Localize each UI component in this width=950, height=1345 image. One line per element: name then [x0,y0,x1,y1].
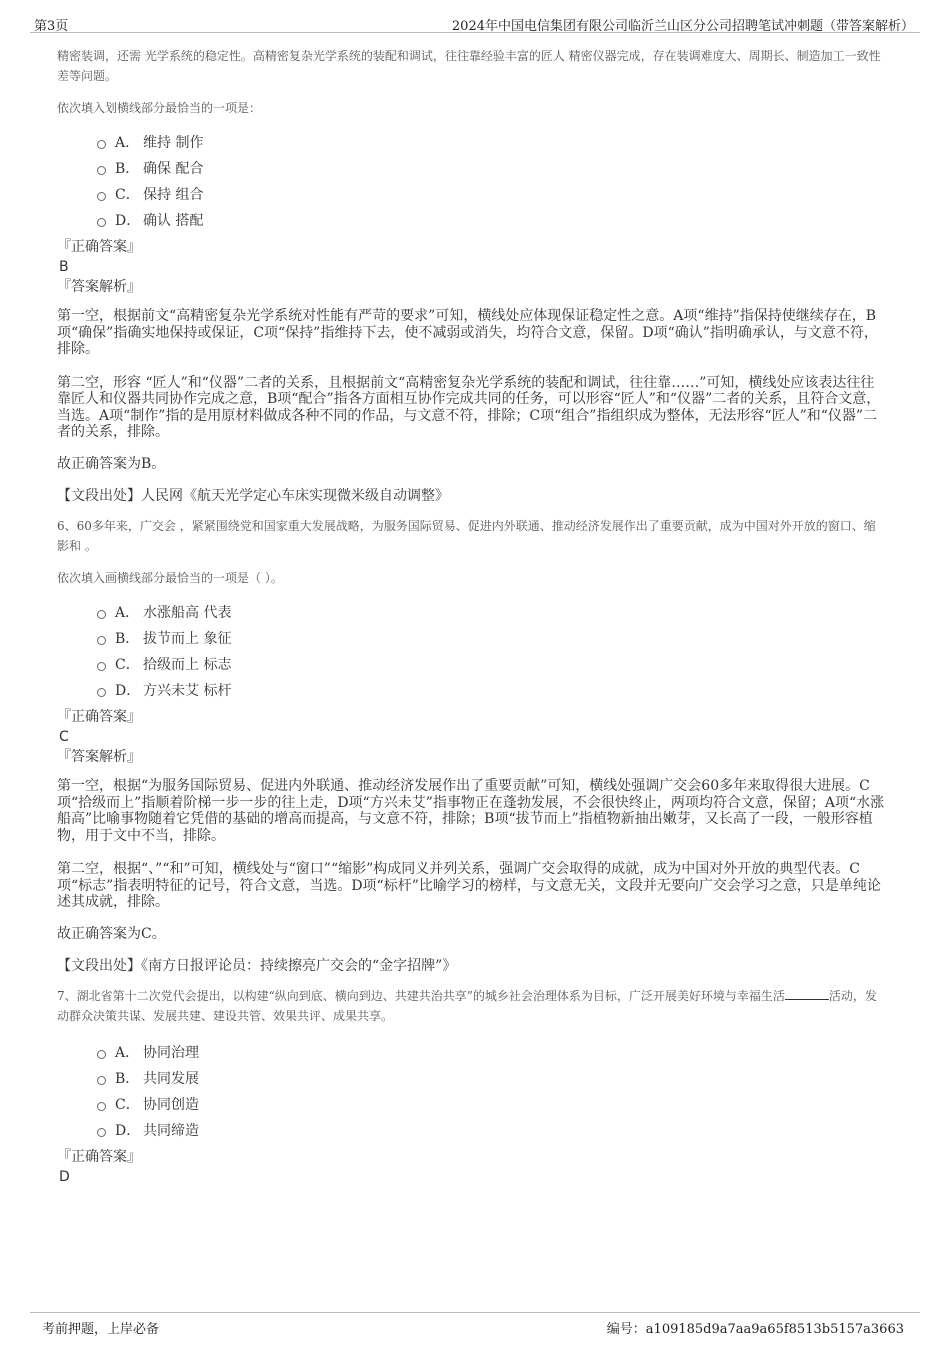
radio-icon[interactable] [97,166,106,175]
q6-source: 【文段出处】《南方日报评论员：持续擦亮广交会的“金字招牌”》 [57,958,457,974]
q6-option-a[interactable]: A． 水涨船高 代表 [97,599,887,625]
q7-option-a[interactable]: A． 协同治理 [97,1039,887,1065]
footer-slogan: 考前押题，上岸必备 [42,1322,160,1337]
q5-option-a[interactable]: A． 维持 制作 [97,129,887,155]
q5-option-b[interactable]: B． 确保 配合 [97,155,887,181]
q5-conclusion: 故正确答案为B。 [57,455,166,472]
page-footer [30,1312,920,1339]
fill-blank[interactable] [785,987,829,1000]
q7-option-c[interactable]: C． 协同创造 [97,1091,887,1117]
q7-option-d[interactable]: D． 共同缔造 [97,1117,887,1143]
radio-icon[interactable] [97,1076,106,1085]
radio-icon[interactable] [97,218,106,227]
q6-option-d[interactable]: D． 方兴未艾 标杆 [97,677,887,703]
radio-icon[interactable] [97,1102,106,1111]
q5-answer: B [59,259,69,275]
q6-answer-label: 『正确答案』 [57,709,141,725]
q5-source: 【文段出处】人民网《航天光学定心车床实现微米级自动调整》 [57,488,449,504]
q6-option-b[interactable]: B． 拔节而上 象征 [97,625,887,651]
q5-analysis-para2: 第二空，形容 “匠人”和“仪器”二者的关系，且根据前文“高精密复杂光学系统的装配和调试，往往靠……”可知，横线处应该表达往往靠匠人和仪器共同协作完成之意，B项“配合”指各方面相互协作完成共同的任务，可以形容“匠人”和“仪器”二者的关系，且符合文意， 当选。A项“制作”指的是用原材料做成各种不同的作品，与文意不符，排除；C项“组合”指组织成为整体，无法形容“匠人”和“仪器”二者的关系，排除。 [57,374,881,440]
q7-answer-label: 『正确答案』 [57,1149,141,1165]
page-content [57,46,887,1187]
radio-icon[interactable] [97,662,106,671]
q6-analysis-para2: 第二空，根据“、”“和”可知，横线处与“窗口”“缩影”构成同义并列关系，强调广交会取得的成就，成为中国对外开放的典型代表。C项“标志”指表明特征的记号，符合文意，当选。D项“标杆”比喻学习的榜样，与文意无关，文段并无要向广交会学习之意，只是单纯论述其成就，排除。 [57,861,881,910]
q6-hint: 依次填入画横线部分最恰当的一项是（ ）。 [57,571,283,585]
q5-answer-label: 『正确答案』 [57,239,141,255]
q6-options [57,599,887,703]
radio-icon[interactable] [97,192,106,201]
q5-option-c[interactable]: C． 保持 组合 [97,181,887,207]
q6-stem: 6、60多年来，广交会 ，紧紧围绕党和国家重大发展战略，为服务国际贸易、促进内外联通、推动经济发展作出了重要贡献，成为中国对外开放的窗口、缩影和 。 [57,519,876,553]
q7-option-b[interactable]: B． 共同发展 [97,1065,887,1091]
q5-option-d[interactable]: D． 确认 搭配 [97,207,887,233]
radio-icon[interactable] [97,610,106,619]
page-number: 第3页 [34,19,69,34]
q5-options [57,129,887,233]
radio-icon[interactable] [97,140,106,149]
q6-option-c[interactable]: C． 拾级而上 标志 [97,651,887,677]
q7-stem: 7、湖北省第十二次党代会提出，以构建“纵向到底、横向到边、共建共治共享”的城乡社会治理体系为目标，广泛开展美好环境与幸福生活 活动，发动群众决策共谋、发展共建、建设共管、效果共评、成果共享。 [57,989,877,1023]
q5-analysis-label: 『答案解析』 [57,279,141,295]
q7-options [57,1039,887,1143]
q6-analysis-label: 『答案解析』 [57,749,141,765]
document-id: 编号：a109185d9a7aa9a65f8513b5157a3663 [606,1322,904,1337]
q5-stem-tail: 精密装调，还需 光学系统的稳定性。高精密复杂光学系统的装配和调试，往往靠经验丰富的匠人 精密仪器完成，存在装调难度大、周期长、制造加工一致性差等问题。 [57,49,881,83]
q6-conclusion: 故正确答案为C。 [57,925,166,942]
q6-answer: C [59,729,69,745]
radio-icon[interactable] [97,1050,106,1059]
page-header [30,10,920,33]
radio-icon[interactable] [97,636,106,645]
radio-icon[interactable] [97,1128,106,1137]
q5-analysis-para1: 第一空，根据前文“高精密复杂光学系统对性能有严苛的要求”可知，横线处应体现保证稳定性之意。A项“维持”指保持使继续存在，B项“确保”指确实地保持或保证，C项“保持”指维持下去，使不减弱或消失，均符合文意，保留。D项“确认”指明确承认，与文意不符，排除。 [57,308,878,357]
radio-icon[interactable] [97,688,106,697]
q5-hint: 依次填入划横线部分最恰当的一项是： [57,101,262,115]
document-title: 2024年中国电信集团有限公司临沂兰山区分公司招聘笔试冲刺题（带答案解析） [451,19,914,34]
q7-answer: D [59,1169,70,1185]
q6-analysis-para1: 第一空，根据“为服务国际贸易、促进内外联通、推动经济发展作出了重要贡献”可知，横线处强调广交会60多年来取得很大进展。C项“拾级而上”指顺着阶梯一步一步的往上走，D项“方兴未艾”指事物正在蓬勃发展，不会很快终止，两项均符合文意，保留；A项“水涨船高”比喻事物随着它凭借的基础的增高而提高，与文意不符，排除；B项“拔节而上”指植物新抽出嫩芽，又长高了一段，一般形容植物，用于文中不当，排除。 [57,778,885,844]
